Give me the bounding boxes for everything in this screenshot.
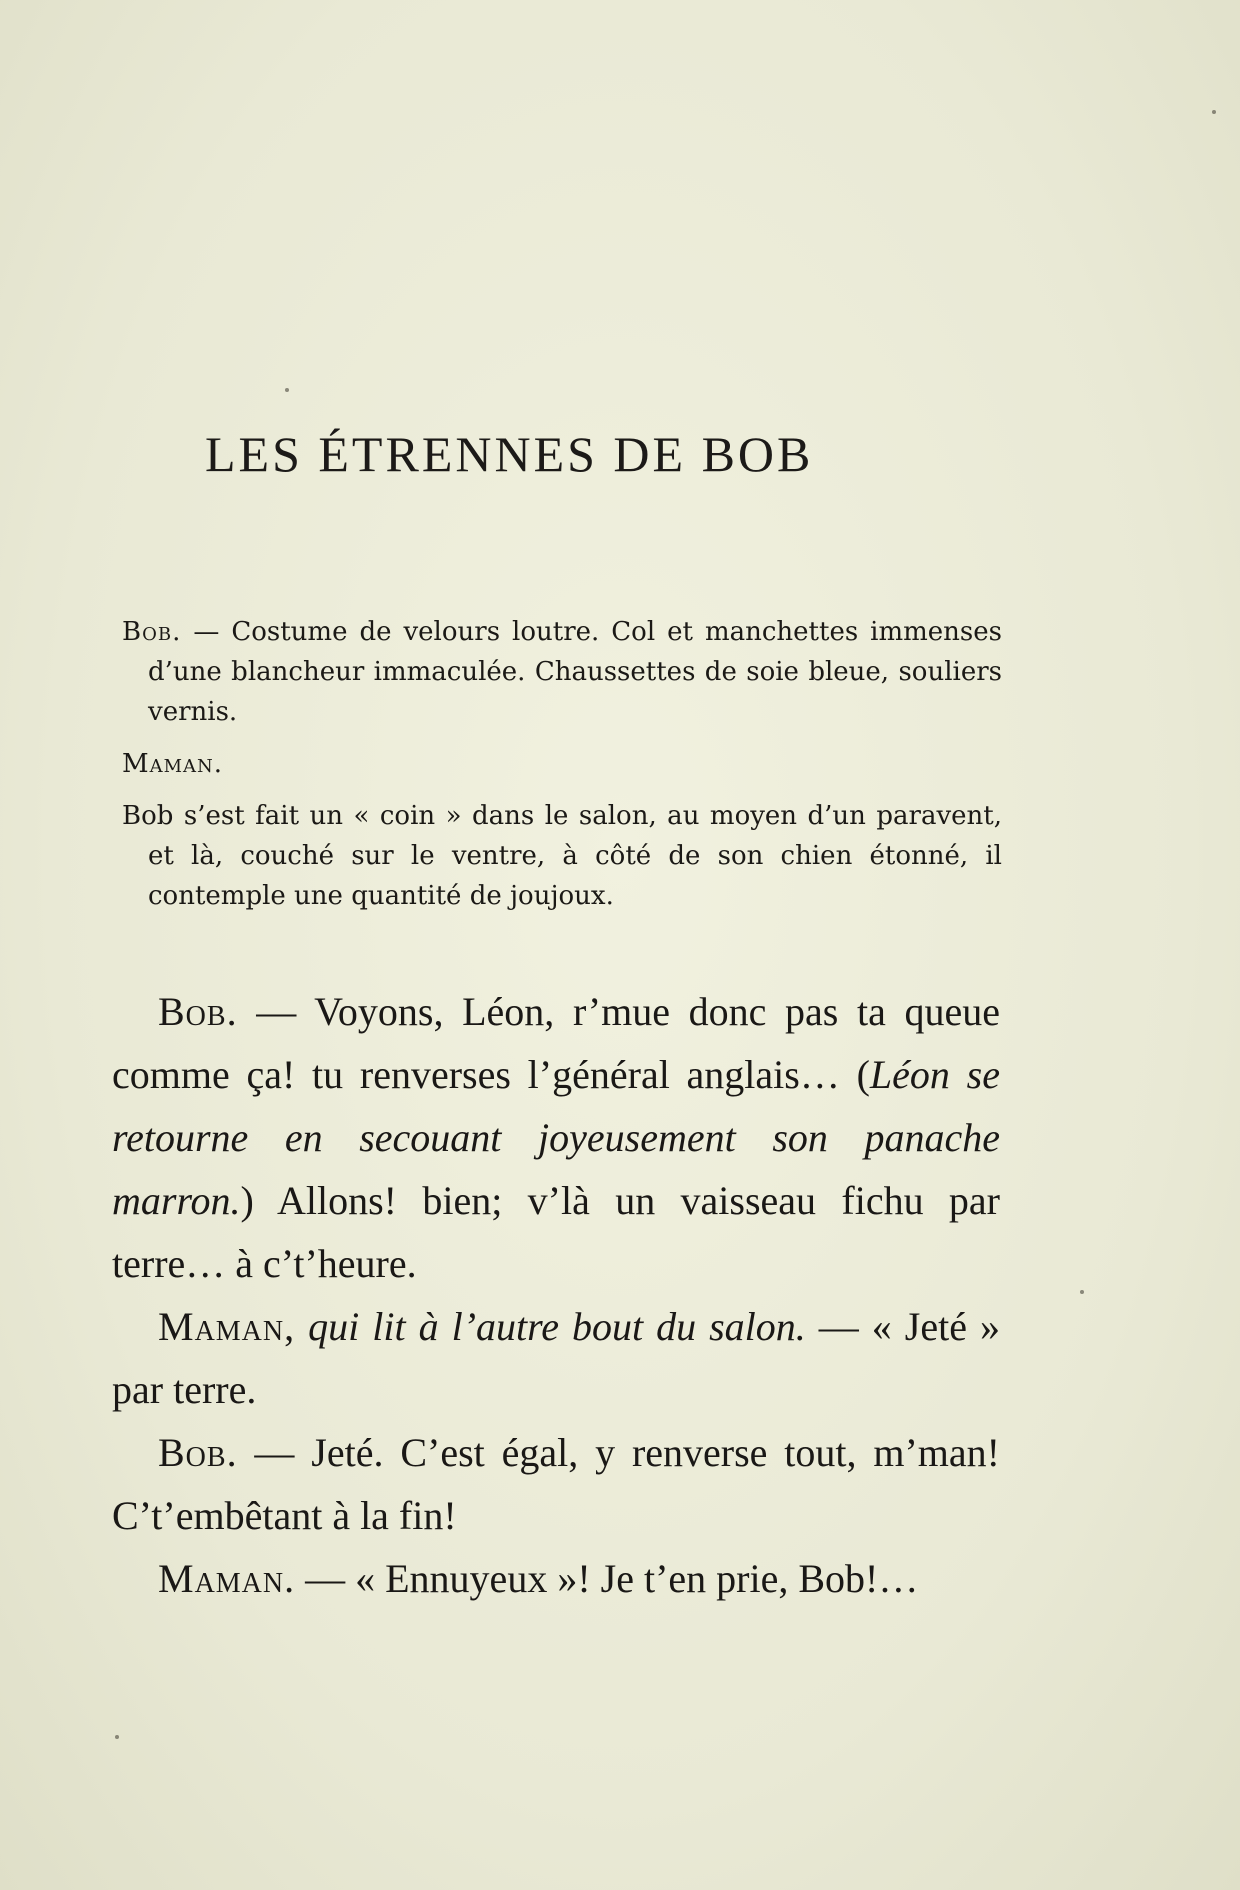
print-speck [115,1735,119,1739]
stage-direction: qui lit à l’autre bout du salon. [308,1304,806,1349]
cast-speaker: Bob. [122,617,182,647]
chapter-title: LES ÉTRENNES DE BOB [205,426,814,482]
speaker-name: Maman, [158,1304,296,1349]
dialogue [112,980,1000,1610]
speech-maman-2 [112,1547,1000,1610]
cast-speaker: Maman. [122,749,224,779]
stage-setting [122,796,1002,916]
speech-text: ) Allons! bien; v’là un vaisseau fichu par terre… à c’t’heure. [112,1178,1000,1286]
setting-description: Bob s’est fait un « coin » dans le salon, au moyen d’un paravent, et là, couché sur le ventre, à côté de son chien étonné, il contemple une quantité de joujoux. [122,801,1002,911]
speech-text: — Jeté. C’est égal, y renverse tout, m’man! C’t’embêtant à la fin! [112,1430,1000,1538]
speech-text [295,1304,308,1349]
speech-bob-1 [112,980,1000,1295]
print-speck [1080,1290,1084,1294]
speech-bob-2 [112,1421,1000,1547]
cast-separator: — [181,617,232,647]
print-speck [285,388,289,392]
speaker-name: Maman. [158,1556,296,1601]
cast-description: Costume de velours loutre. Col et manchettes immenses d’une blancheur immaculée. Chaussettes de soie bleue, souliers vernis. [148,617,1002,727]
stage-direction: Léon se retourne en secouant joyeusement son panache marron. [112,1052,1000,1223]
speech-maman-1 [112,1295,1000,1421]
speaker-name: Bob. [158,1430,238,1475]
cast-entry [122,612,1002,732]
speech-text: — « Jeté » par terre. [112,1304,1001,1412]
cast-list [122,612,1002,928]
cast-entry [122,744,1002,784]
speaker-name: Bob. [158,989,238,1034]
print-speck [1212,110,1216,114]
speech-text: — Voyons, Léon, r’mue donc pas ta queue comme ça! tu renverses l’général anglais… ( [112,989,1000,1097]
speech-text: — « Ennuyeux »! Je t’en prie, Bob!… [295,1556,919,1601]
